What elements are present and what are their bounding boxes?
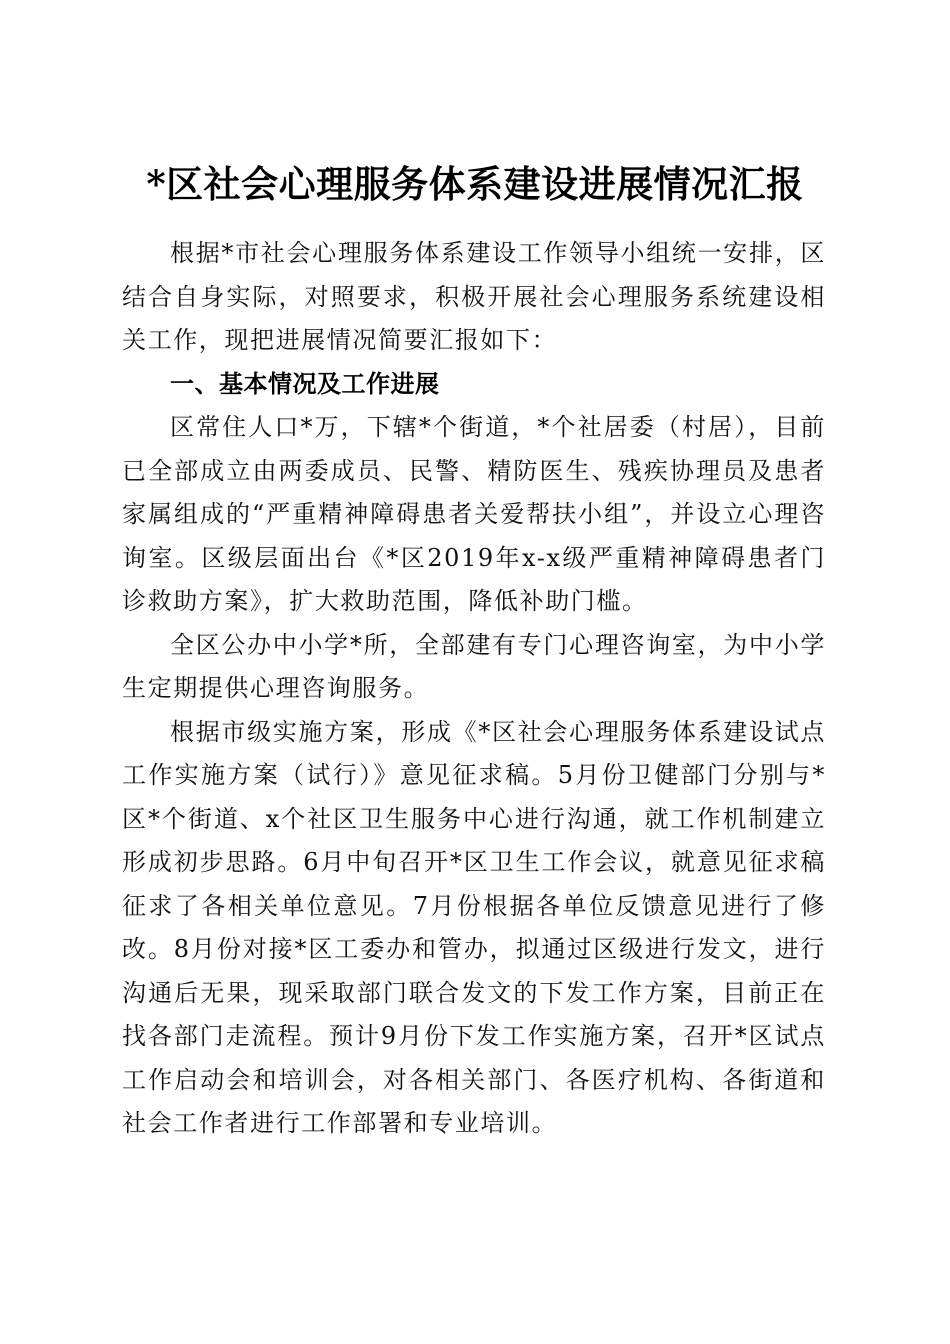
intro-paragraph: 根据*市社会心理服务体系建设工作领导小组统一安排，区结合自身实际，对照要求，积极开展社会心理服务系统建设相关工作，现把进展情况简要汇报如下： [122,239,826,354]
body-paragraph: 根据市级实施方案，形成《*区社会心理服务体系建设试点工作实施方案（试行）》意见征求稿。5月份卫健部门分别与*区*个街道、x个社区卫生服务中心进行沟通，就工作机制建立形成初步思路。6月中旬召开*区卫生工作会议，就意见征求稿征求了各相关单位意见。7月份根据各单位反馈意见进行了修改。8月份对接*区工委办和管办，拟通过区级进行发文，进行沟通后无果，现采取部门联合发文的下发工作方案，目前正在找各部门走流程。预计9月份下发工作实施方案，召开*区试点工作启动会和培训会，对各相关部门、各医疗机构、各街道和社会工作者进行工作部署和专业培训。 [122,717,826,1137]
document-body [122,232,826,1146]
body-paragraph: 全区公办中小学*所，全部建有专门心理咨询室，为中小学生定期提供心理咨询服务。 [122,630,826,702]
body-paragraph: 区常住人口*万，下辖*个街道，*个社居委（村居），目前已全部成立由两委成员、民警、精防医生、残疾协理员及患者家属组成的“严重精神障碍患者关爱帮扶小组”，并设立心理咨询室。区级层面出台《*区2019年x-x级严重精神障碍患者门诊救助方案》，扩大救助范围，降低补助门槛。 [122,413,826,615]
section-heading: 一、基本情况及工作进展 [170,369,440,398]
document-title: *区社会心理服务体系建设进展情况汇报 [146,161,804,206]
